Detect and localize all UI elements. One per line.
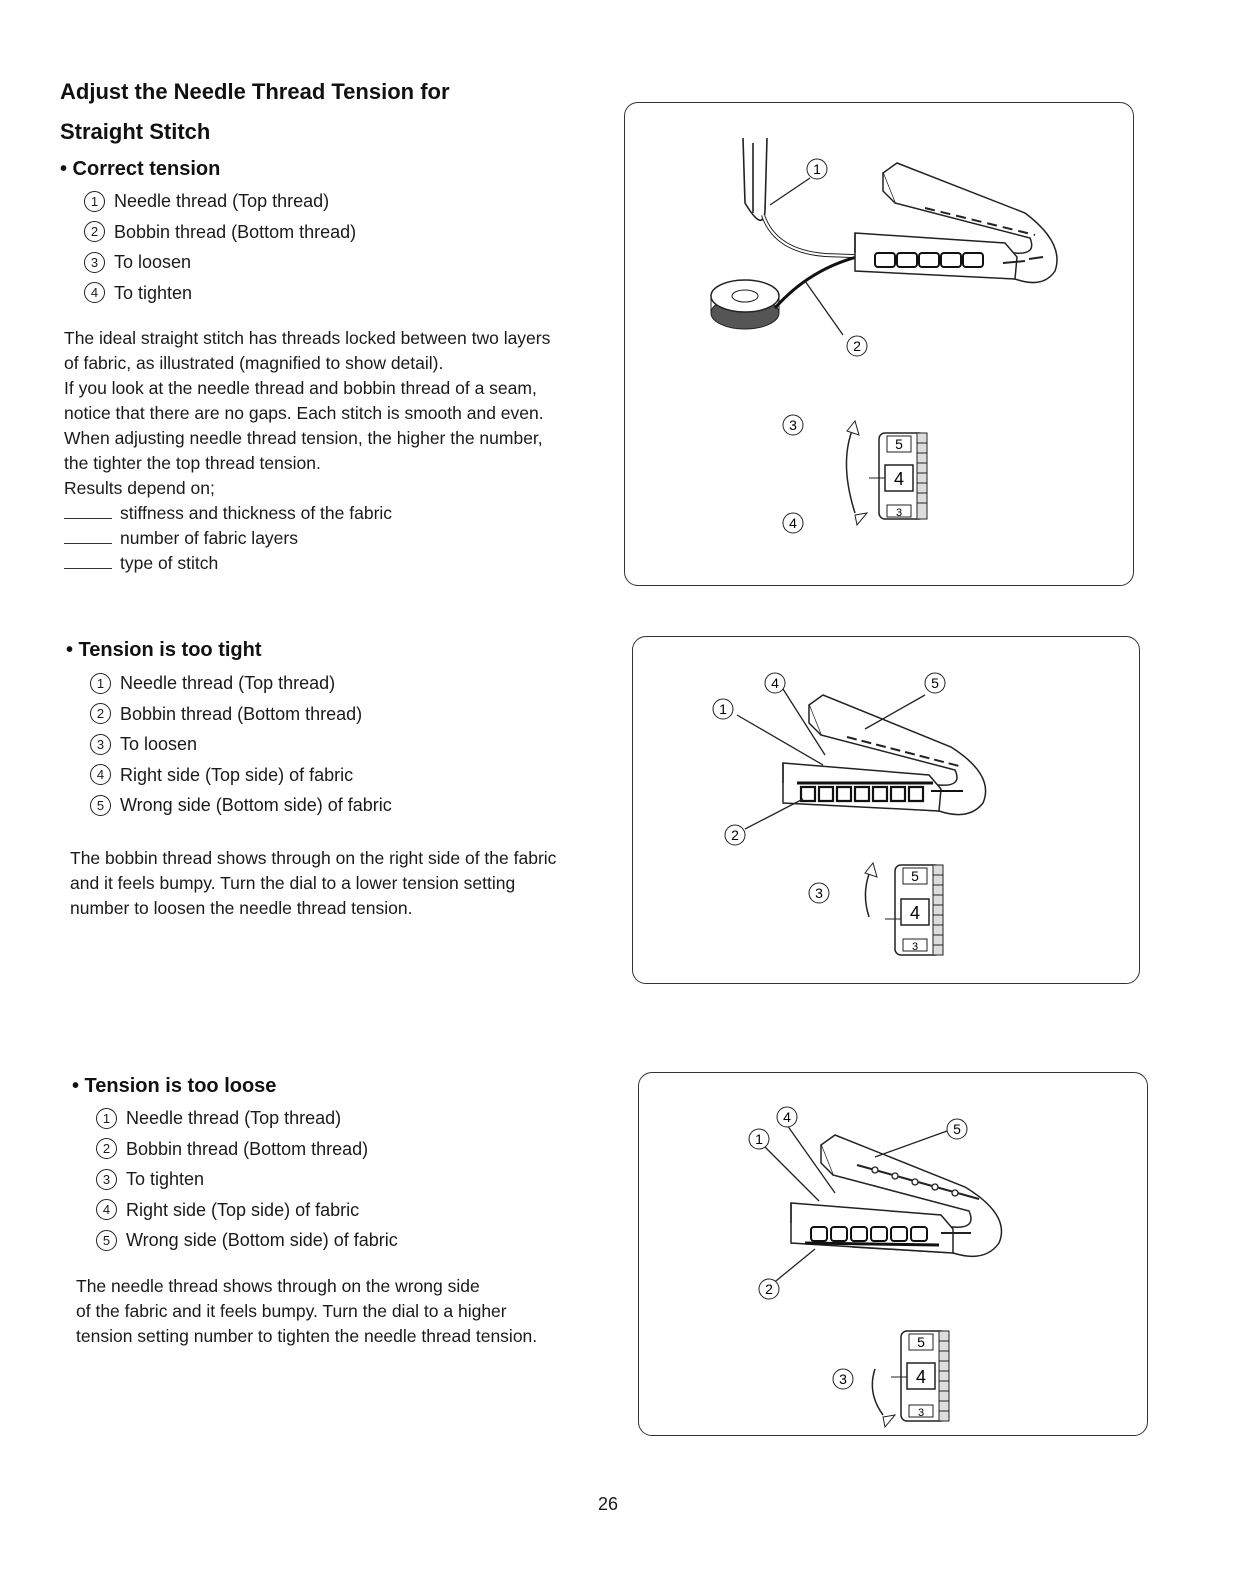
legend-text: Bobbin thread (Bottom thread): [126, 1138, 369, 1159]
callout-2: 2: [853, 338, 861, 354]
paragraph-line: When adjusting needle thread tension, the higher the number,: [64, 428, 543, 448]
checklist-item: [64, 526, 550, 551]
down-arrow-icon: [883, 1415, 895, 1427]
fabric-layers: [783, 695, 986, 815]
correct-tension-figure: [624, 102, 1134, 586]
dial-number-mid: 4: [909, 903, 921, 923]
paragraph-line: If you look at the needle thread and bobbin thread of a seam,: [64, 378, 537, 398]
paragraph-line: number to loosen the needle thread tension.: [70, 898, 413, 918]
legend-item: [96, 1103, 398, 1134]
callout-5: 5: [953, 1121, 961, 1137]
dial-number-top: 5: [917, 1334, 925, 1350]
number-marker: 1: [96, 1108, 117, 1129]
callout-3: 3: [789, 417, 797, 433]
bobbin-icon: [711, 280, 779, 329]
paragraph-line: of fabric, as illustrated (magnified to show detail).: [64, 353, 444, 373]
legend-item: [90, 668, 392, 699]
correct-tension-illustration: [625, 103, 1133, 585]
dial-number-top: 5: [911, 868, 919, 884]
dial-number-mid: 4: [893, 469, 905, 489]
too-loose-figure: [638, 1072, 1148, 1436]
legend-item: [96, 1164, 398, 1195]
too-tight-heading: • Tension is too tight: [66, 639, 262, 661]
legend-text: Right side (Top side) of fabric: [126, 1199, 360, 1220]
needle-icon: [743, 138, 767, 220]
blank-line: [64, 504, 112, 519]
number-marker: 5: [96, 1230, 117, 1251]
callout-3: 3: [839, 1371, 847, 1387]
too-loose-description: [76, 1274, 537, 1349]
number-marker: 3: [90, 734, 111, 755]
title-line-2: Straight Stitch: [60, 119, 211, 144]
callout-1: 1: [719, 701, 727, 717]
callout-4: 4: [771, 675, 779, 691]
legend-text: Wrong side (Bottom side) of fabric: [120, 795, 392, 816]
number-marker: 2: [84, 221, 105, 242]
legend-item: [96, 1225, 398, 1256]
up-arrow-icon: [865, 863, 877, 877]
too-tight-description: [70, 846, 556, 921]
legend-item: [90, 760, 392, 791]
legend-item: [90, 790, 392, 821]
tension-dial-icon: [865, 863, 943, 955]
correct-tension-heading: • Correct tension: [60, 158, 221, 180]
too-loose-legend: [96, 1103, 398, 1256]
callout-3: 3: [815, 885, 823, 901]
paragraph-line: The ideal straight stitch has threads locked between two layers: [64, 328, 551, 348]
legend-item: [96, 1134, 398, 1165]
correct-tension-description: [64, 326, 550, 576]
correct-tension-legend: [84, 186, 356, 308]
legend-text: Wrong side (Bottom side) of fabric: [126, 1230, 398, 1251]
number-marker: 5: [90, 795, 111, 816]
paragraph-line: the tighter the top thread tension.: [64, 453, 321, 473]
page-number: 26: [598, 1494, 619, 1514]
number-marker: 3: [84, 252, 105, 273]
blank-line: [64, 529, 112, 544]
checklist-item: [64, 501, 550, 526]
checklist-text: number of fabric layers: [120, 528, 298, 548]
legend-text: To loosen: [114, 252, 192, 273]
checklist-item: [64, 551, 550, 576]
legend-text: Needle thread (Top thread): [114, 191, 330, 212]
too-loose-illustration: [639, 1073, 1147, 1435]
legend-item: [90, 729, 392, 760]
legend-item: [84, 186, 356, 217]
number-marker: 4: [96, 1199, 117, 1220]
legend-item: [96, 1195, 398, 1226]
number-marker: 2: [96, 1138, 117, 1159]
callout-4: 4: [789, 515, 797, 531]
dial-number-top: 5: [895, 436, 903, 452]
too-tight-illustration: [633, 637, 1139, 983]
number-marker: 4: [84, 282, 105, 303]
paragraph-line: The needle thread shows through on the wrong side: [76, 1276, 480, 1296]
legend-item: [84, 247, 356, 278]
legend-text: To loosen: [120, 734, 198, 755]
legend-item: [84, 278, 356, 309]
title-line-1: Adjust the Needle Thread Tension for: [60, 79, 450, 104]
legend-text: To tighten: [114, 282, 193, 303]
callout-4: 4: [783, 1109, 791, 1125]
paragraph-line: The bobbin thread shows through on the right side of the fabric: [70, 848, 557, 868]
checklist-text: stiffness and thickness of the fabric: [120, 503, 393, 523]
paragraph-line: and it feels bumpy. Turn the dial to a lower tension setting: [70, 873, 516, 893]
legend-item: [84, 217, 356, 248]
up-arrow-icon: [847, 421, 859, 435]
paragraph-line: Results depend on;: [64, 478, 215, 498]
tension-dial-icon: [846, 421, 927, 525]
callout-1: 1: [813, 161, 821, 177]
dial-number-bot: 3: [917, 1407, 925, 1419]
dial-number-mid: 4: [915, 1367, 927, 1387]
paragraph-line: tension setting number to tighten the needle thread tension.: [76, 1326, 538, 1346]
number-marker: 2: [90, 703, 111, 724]
tension-dial-icon: [872, 1331, 949, 1427]
page-title: [60, 72, 450, 152]
callout-2: 2: [731, 827, 739, 843]
number-marker: 1: [84, 191, 105, 212]
number-marker: 3: [96, 1169, 117, 1190]
legend-text: Needle thread (Top thread): [126, 1108, 342, 1129]
number-marker: 4: [90, 764, 111, 785]
dial-number-bot: 3: [911, 941, 919, 953]
callout-2: 2: [765, 1281, 773, 1297]
too-tight-figure: [632, 636, 1140, 984]
too-tight-legend: [90, 668, 392, 821]
blank-line: [64, 554, 112, 569]
paragraph-line: of the fabric and it feels bumpy. Turn the dial to a higher: [76, 1301, 507, 1321]
legend-text: Bobbin thread (Bottom thread): [120, 703, 363, 724]
checklist-text: type of stitch: [120, 553, 219, 573]
callout-5: 5: [931, 675, 939, 691]
legend-text: Bobbin thread (Bottom thread): [114, 221, 357, 242]
paragraph-line: notice that there are no gaps. Each stitch is smooth and even.: [64, 403, 544, 423]
legend-text: To tighten: [126, 1169, 205, 1190]
legend-text: Right side (Top side) of fabric: [120, 764, 354, 785]
legend-text: Needle thread (Top thread): [120, 673, 336, 694]
number-marker: 1: [90, 673, 111, 694]
legend-item: [90, 699, 392, 730]
too-loose-heading: • Tension is too loose: [72, 1075, 277, 1097]
dial-number-bot: 3: [895, 507, 903, 519]
callout-1: 1: [755, 1131, 763, 1147]
down-arrow-icon: [855, 513, 867, 525]
